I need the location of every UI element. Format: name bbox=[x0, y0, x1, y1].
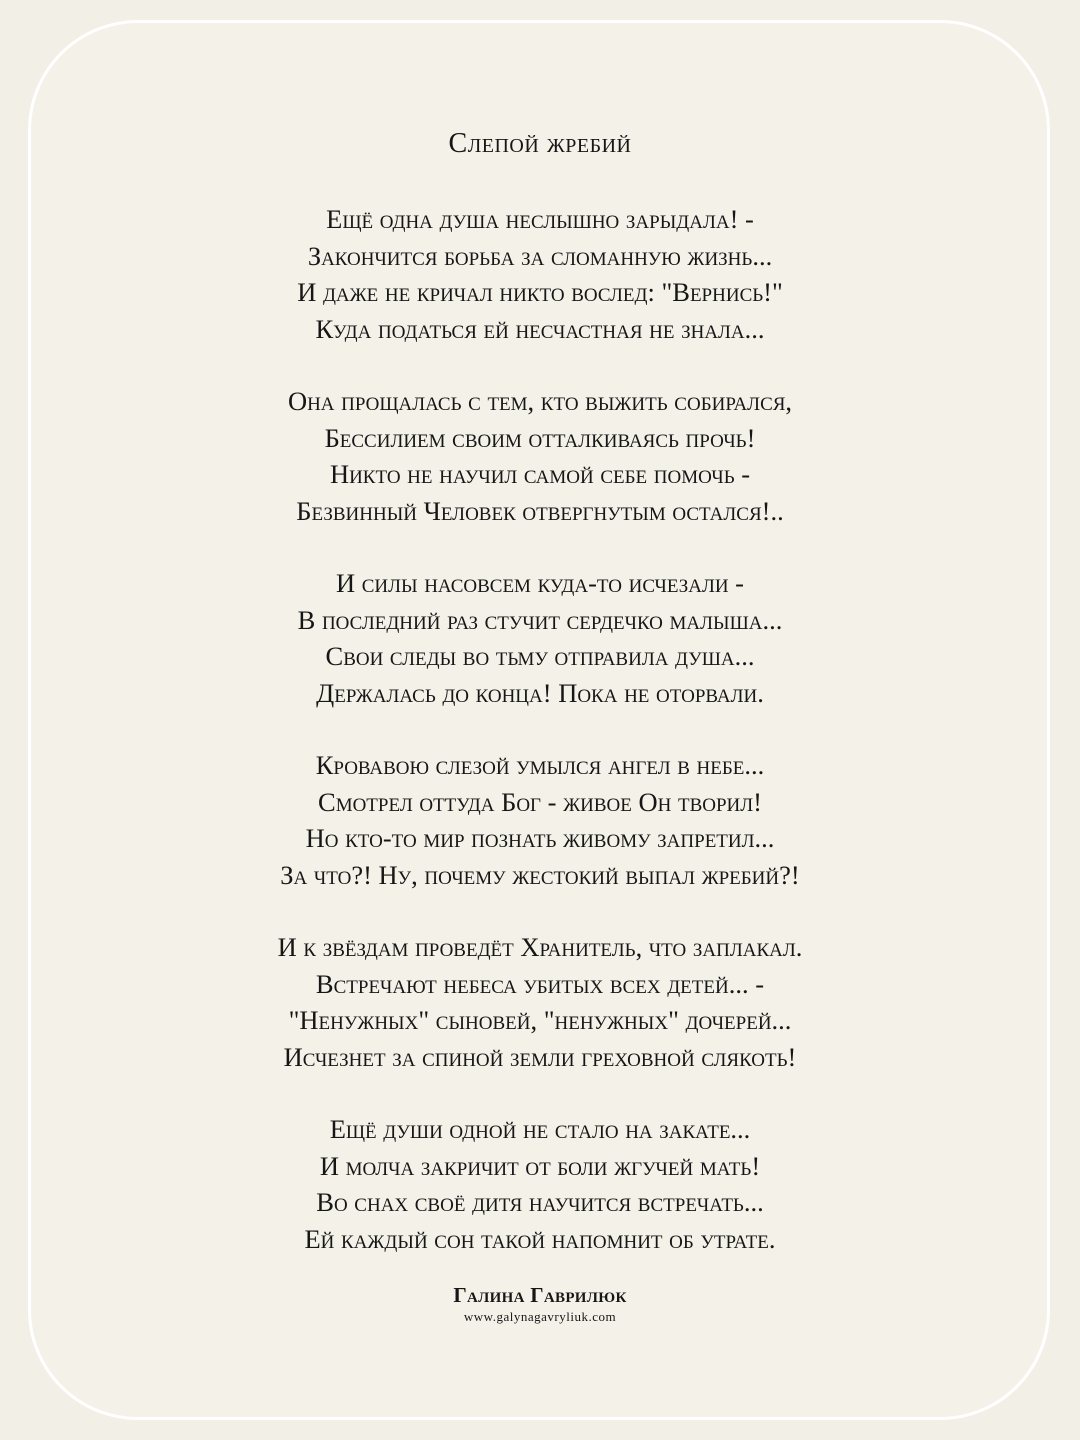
stanza-6 bbox=[0, 1111, 1080, 1293]
poem-line: И молча закричит от боли жгучей мать! bbox=[319, 1150, 761, 1181]
poem-line: Закончится борьба за сломанную жизнь... bbox=[307, 240, 773, 271]
stanza-5 bbox=[0, 929, 1080, 1111]
poem-line: И силы насовсем куда-то исчезали - bbox=[335, 568, 745, 598]
poem-line: Кровавою слезой умылся ангел в небе... bbox=[315, 750, 765, 780]
poem-line: И даже не кричал никто вослед: "Вернись!" bbox=[297, 277, 783, 307]
poem-line: В последний раз стучит сердечко малыша... bbox=[297, 604, 783, 635]
poem-line: Безвинный Человек отвергнутым остался!.. bbox=[296, 495, 784, 526]
poem-line: Смотрел оттуда Бог - живое Он творил! bbox=[318, 786, 762, 817]
poem-title: Слепой жребий bbox=[448, 128, 632, 159]
poem-body bbox=[0, 201, 1080, 1293]
stanza-1 bbox=[0, 201, 1080, 383]
poem-line: Ещё души одной не стало на закате... bbox=[329, 1114, 751, 1144]
poem-line: Куда податься ей несчастная не знала... bbox=[315, 313, 765, 344]
poem-line: Она прощалась с тем, кто выжить собирался, bbox=[287, 386, 793, 416]
author-website[interactable]: www.galynagavryliuk.com bbox=[463, 1309, 617, 1324]
poem-line: Держалась до конца! Пока не оторвали. bbox=[316, 677, 764, 708]
poem-line: Свои следы во тьму отправила душа... bbox=[325, 641, 755, 671]
poem-line: "Ненужных" сыновей, "ненужных" дочерей... bbox=[288, 1005, 792, 1035]
poem-line: Исчезнет за спиной земли греховной слякоть! bbox=[283, 1041, 797, 1072]
poem-line: И к звёздам проведёт Хранитель, что заплакал. bbox=[277, 932, 803, 962]
poem-line: За что?! Ну, почему жестокий выпал жребий?! bbox=[280, 859, 800, 890]
poem-line: Встречают небеса убитых всех детей... - bbox=[315, 968, 765, 999]
author-name: Галина Гаврилюк bbox=[453, 1283, 627, 1307]
stanza-3 bbox=[0, 565, 1080, 747]
poem-line: Но кто-то мир познать живому запретил... bbox=[305, 823, 775, 853]
stanza-2 bbox=[0, 383, 1080, 565]
poem-line: Ещё одна душа неслышно зарыдала! - bbox=[326, 204, 754, 234]
poem-line: Ей каждый сон такой напомнит об утрате. bbox=[304, 1223, 776, 1254]
poem-line: Во снах своё дитя научится встречать... bbox=[316, 1187, 764, 1217]
poem-line: Бессилием своим отталкиваясь прочь! bbox=[324, 422, 756, 453]
stanza-4 bbox=[0, 747, 1080, 929]
poem-line: Никто не научил самой себе помочь - bbox=[329, 459, 751, 489]
